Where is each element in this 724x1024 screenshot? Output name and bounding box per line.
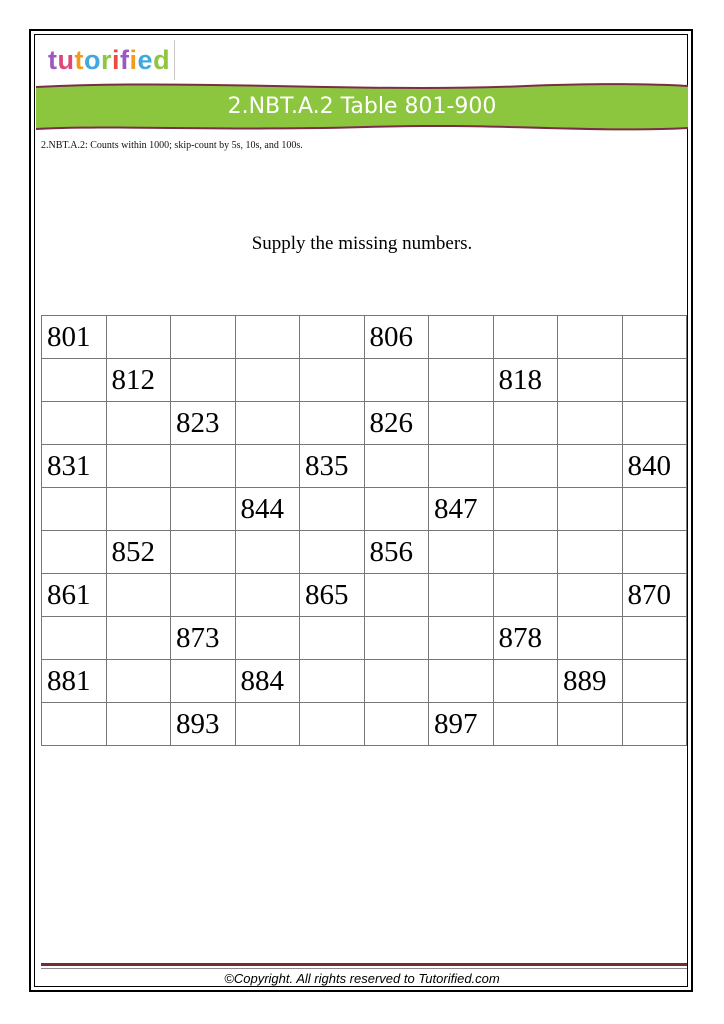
grid-row <box>42 488 687 531</box>
grid-cell-blank[interactable] <box>171 359 236 402</box>
grid-cell-blank[interactable] <box>429 660 494 703</box>
grid-cell-number: 847 <box>429 488 494 531</box>
grid-row <box>42 445 687 488</box>
grid-cell-blank[interactable] <box>622 402 687 445</box>
grid-cell-blank[interactable] <box>558 359 623 402</box>
grid-cell-blank[interactable] <box>235 703 300 746</box>
grid-cell-blank[interactable] <box>106 703 171 746</box>
grid-cell-blank[interactable] <box>622 488 687 531</box>
footer-divider <box>41 963 687 966</box>
grid-cell-number: 844 <box>235 488 300 531</box>
grid-cell-blank[interactable] <box>558 574 623 617</box>
logo-letter: e <box>137 45 154 75</box>
grid-cell-blank[interactable] <box>235 402 300 445</box>
grid-cell-blank[interactable] <box>429 574 494 617</box>
logo-letter: t <box>48 45 58 75</box>
grid-cell-blank[interactable] <box>300 617 365 660</box>
logo-letter: u <box>57 45 75 75</box>
standard-description: 2.NBT.A.2: Counts within 1000; skip-count by 5s, 10s, and 100s. <box>41 140 303 151</box>
grid-cell-blank[interactable] <box>235 531 300 574</box>
logo-letter: t <box>74 45 84 75</box>
grid-cell-number: 801 <box>42 316 107 359</box>
grid-cell-blank[interactable] <box>493 703 558 746</box>
grid-row <box>42 531 687 574</box>
grid-cell-number: 878 <box>493 617 558 660</box>
grid-cell-number: 865 <box>300 574 365 617</box>
grid-cell-blank[interactable] <box>622 531 687 574</box>
grid-row <box>42 316 687 359</box>
grid-cell-blank[interactable] <box>42 488 107 531</box>
grid-cell-blank[interactable] <box>622 617 687 660</box>
footer-divider-thin <box>41 968 687 969</box>
grid-cell-number: 852 <box>106 531 171 574</box>
grid-cell-blank[interactable] <box>235 617 300 660</box>
grid-cell-blank[interactable] <box>171 445 236 488</box>
grid-cell-blank[interactable] <box>235 316 300 359</box>
grid-cell-blank[interactable] <box>558 703 623 746</box>
grid-row <box>42 402 687 445</box>
number-grid <box>41 315 687 746</box>
grid-cell-number: 897 <box>429 703 494 746</box>
logo-letter: i <box>129 45 138 75</box>
grid-cell-blank[interactable] <box>300 703 365 746</box>
grid-cell-blank[interactable] <box>300 531 365 574</box>
grid-cell-blank[interactable] <box>493 660 558 703</box>
grid-cell-blank[interactable] <box>429 531 494 574</box>
grid-cell-number: 840 <box>622 445 687 488</box>
grid-row <box>42 660 687 703</box>
grid-cell-blank[interactable] <box>42 617 107 660</box>
grid-cell-blank[interactable] <box>42 703 107 746</box>
grid-cell-blank[interactable] <box>106 445 171 488</box>
tutorified-logo <box>44 40 175 80</box>
grid-cell-blank[interactable] <box>300 402 365 445</box>
grid-cell-blank[interactable] <box>558 445 623 488</box>
logo-letter: i <box>112 45 121 75</box>
grid-row <box>42 617 687 660</box>
logo-letter: f <box>120 45 130 75</box>
grid-cell-blank[interactable] <box>300 316 365 359</box>
grid-cell-blank[interactable] <box>106 402 171 445</box>
grid-cell-number: 889 <box>558 660 623 703</box>
grid-cell-blank[interactable] <box>429 316 494 359</box>
instruction-text: Supply the missing numbers. <box>251 233 473 254</box>
grid-cell-number: 884 <box>235 660 300 703</box>
grid-cell-blank[interactable] <box>429 402 494 445</box>
logo-letter: d <box>153 45 171 75</box>
grid-cell-blank[interactable] <box>364 445 429 488</box>
grid-cell-number: 861 <box>42 574 107 617</box>
grid-cell-blank[interactable] <box>558 617 623 660</box>
grid-cell-blank[interactable] <box>558 316 623 359</box>
grid-cell-blank[interactable] <box>493 402 558 445</box>
grid-cell-blank[interactable] <box>558 488 623 531</box>
grid-cell-blank[interactable] <box>364 359 429 402</box>
grid-cell-blank[interactable] <box>622 359 687 402</box>
grid-cell-blank[interactable] <box>300 359 365 402</box>
grid-row <box>42 703 687 746</box>
copyright-notice: ©Copyright. All rights reserved to Tutorified.com <box>224 971 500 986</box>
grid-cell-blank[interactable] <box>622 660 687 703</box>
grid-cell-blank[interactable] <box>171 574 236 617</box>
grid-cell-blank[interactable] <box>493 316 558 359</box>
logo-letter: r <box>101 45 113 75</box>
grid-cell-number: 831 <box>42 445 107 488</box>
grid-cell-blank[interactable] <box>106 617 171 660</box>
grid-cell-number: 823 <box>171 402 236 445</box>
grid-cell-blank[interactable] <box>622 703 687 746</box>
grid-cell-blank[interactable] <box>235 574 300 617</box>
grid-cell-blank[interactable] <box>42 531 107 574</box>
grid-cell-blank[interactable] <box>364 574 429 617</box>
grid-cell-blank[interactable] <box>493 488 558 531</box>
grid-cell-blank[interactable] <box>235 445 300 488</box>
grid-cell-blank[interactable] <box>622 316 687 359</box>
grid-cell-blank[interactable] <box>171 316 236 359</box>
grid-cell-blank[interactable] <box>171 488 236 531</box>
grid-cell-blank[interactable] <box>493 531 558 574</box>
grid-row <box>42 574 687 617</box>
grid-cell-blank[interactable] <box>429 359 494 402</box>
grid-cell-blank[interactable] <box>106 660 171 703</box>
grid-cell-blank[interactable] <box>106 574 171 617</box>
grid-cell-blank[interactable] <box>364 660 429 703</box>
grid-cell-blank[interactable] <box>171 531 236 574</box>
grid-cell-number: 873 <box>171 617 236 660</box>
grid-cell-blank[interactable] <box>493 574 558 617</box>
grid-cell-blank[interactable] <box>558 402 623 445</box>
grid-cell-blank[interactable] <box>42 359 107 402</box>
grid-cell-blank[interactable] <box>42 402 107 445</box>
grid-cell-blank[interactable] <box>106 488 171 531</box>
grid-cell-blank[interactable] <box>300 660 365 703</box>
grid-cell-blank[interactable] <box>429 445 494 488</box>
grid-cell-number: 835 <box>300 445 365 488</box>
grid-cell-number: 826 <box>364 402 429 445</box>
page-title: 2.NBT.A.2 Table 801-900 <box>227 94 497 119</box>
grid-cell-number: 812 <box>106 359 171 402</box>
title-banner <box>36 80 688 136</box>
grid-cell-number: 881 <box>42 660 107 703</box>
grid-cell-blank[interactable] <box>364 488 429 531</box>
grid-cell-blank[interactable] <box>106 316 171 359</box>
grid-cell-blank[interactable] <box>300 488 365 531</box>
grid-cell-blank[interactable] <box>364 703 429 746</box>
grid-cell-number: 893 <box>171 703 236 746</box>
grid-row <box>42 359 687 402</box>
grid-cell-blank[interactable] <box>429 617 494 660</box>
grid-cell-number: 818 <box>493 359 558 402</box>
grid-cell-number: 856 <box>364 531 429 574</box>
grid-cell-blank[interactable] <box>171 660 236 703</box>
grid-cell-number: 870 <box>622 574 687 617</box>
grid-cell-blank[interactable] <box>558 531 623 574</box>
logo-letter: o <box>84 45 101 75</box>
grid-cell-number: 806 <box>364 316 429 359</box>
grid-cell-blank[interactable] <box>493 445 558 488</box>
grid-cell-blank[interactable] <box>364 617 429 660</box>
grid-cell-blank[interactable] <box>235 359 300 402</box>
